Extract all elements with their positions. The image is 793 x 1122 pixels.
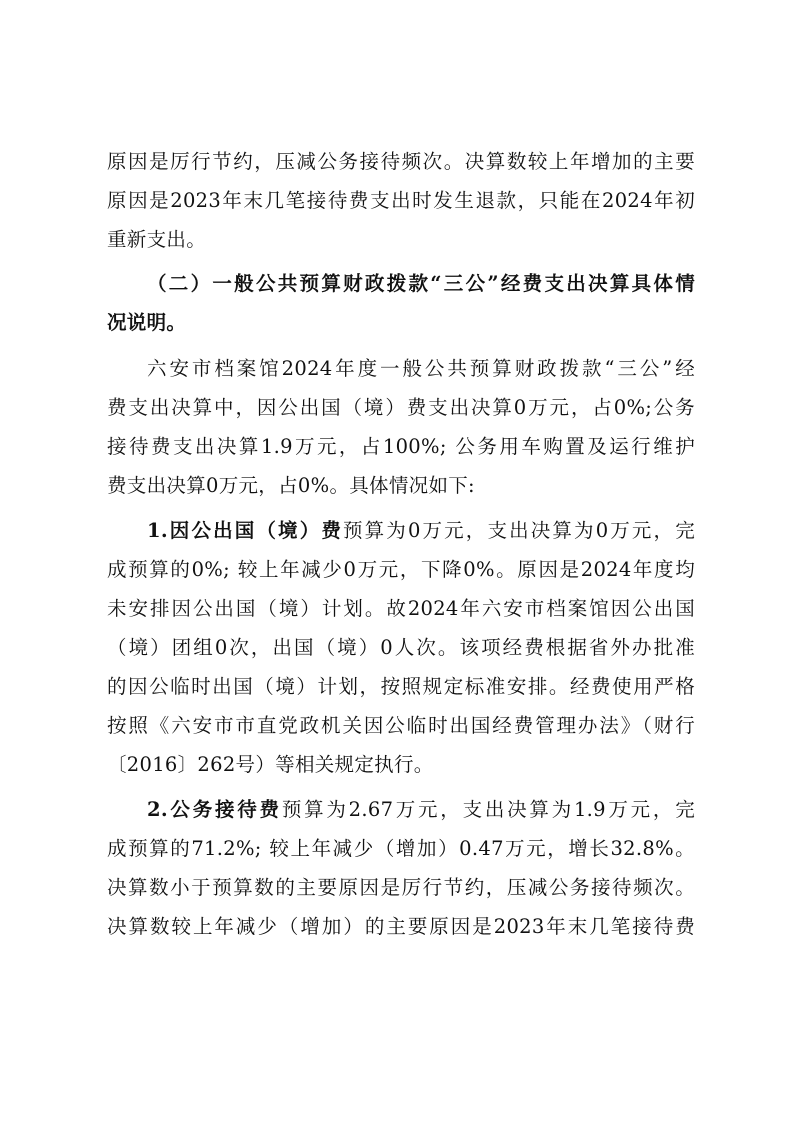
item-1-line-4: （境）团组0次，出国（境）0人次。该项经费根据省外办批准	[107, 636, 695, 659]
item-1-line-6: 按照《六安市市直党政机关因公临时出国经费管理办法》（财行	[107, 714, 695, 737]
item-2-line-2: 成预算的71.2%; 较上年减少（增加）0.47万元，增长32.8%。	[107, 837, 695, 860]
item-1-title: 1.因公出国（境）费	[147, 519, 343, 542]
item-1-line-1-text: 预算为0万元，支出决算为0万元，完	[343, 519, 695, 542]
item-2-line-1-text: 预算为2.67万元，支出决算为1.9万元，完	[281, 798, 695, 821]
item-2-line-3: 决算数小于预算数的主要原因是厉行节约，压减公务接待频次。	[107, 876, 695, 899]
item-2-line-1	[107, 793, 695, 827]
section-heading-line-1: （二）一般公共预算财政拨款“三公”经费支出决算具体情	[147, 272, 695, 295]
paragraph-2-line-2: 费支出决算中，因公出国（境）费支出决算0万元，占0%;公务	[107, 396, 695, 419]
item-1-line-2: 成预算的0%; 较上年减少0万元，下降0%。原因是2024年度均	[107, 558, 695, 581]
paragraph-2-line-4: 费支出决算0万元，占0%。具体情况如下:	[107, 474, 475, 497]
item-1-line-1	[107, 514, 695, 548]
item-2-line-4: 决算数较上年减少（增加）的主要原因是2023年末几笔接待费	[107, 915, 695, 938]
paragraph-2-line-3: 接待费支出决算1.9万元，占100%; 公务用车购置及运行维护	[107, 435, 695, 458]
item-2-title: 2.公务接待费	[147, 798, 282, 821]
paragraph-2-line-1: 六安市档案馆2024年度一般公共预算财政拨款“三公”经	[147, 357, 695, 380]
section-heading-line-2: 况说明。	[107, 311, 187, 334]
item-1-line-5: 的因公临时出国（境）计划，按照规定标准安排。经费使用严格	[107, 675, 695, 698]
item-1-line-3: 未安排因公出国（境）计划。故2024年六安市档案馆因公出国	[107, 597, 695, 620]
paragraph-1-line-2: 原因是2023年末几笔接待费支出时发生退款，只能在2024年初	[107, 189, 695, 212]
paragraph-1-line-3: 重新支出。	[107, 228, 207, 251]
paragraph-1-line-1: 原因是厉行节约，压减公务接待频次。决算数较上年增加的主要	[107, 150, 695, 173]
item-1-line-7: 〔2016〕262号）等相关规定执行。	[107, 753, 434, 776]
